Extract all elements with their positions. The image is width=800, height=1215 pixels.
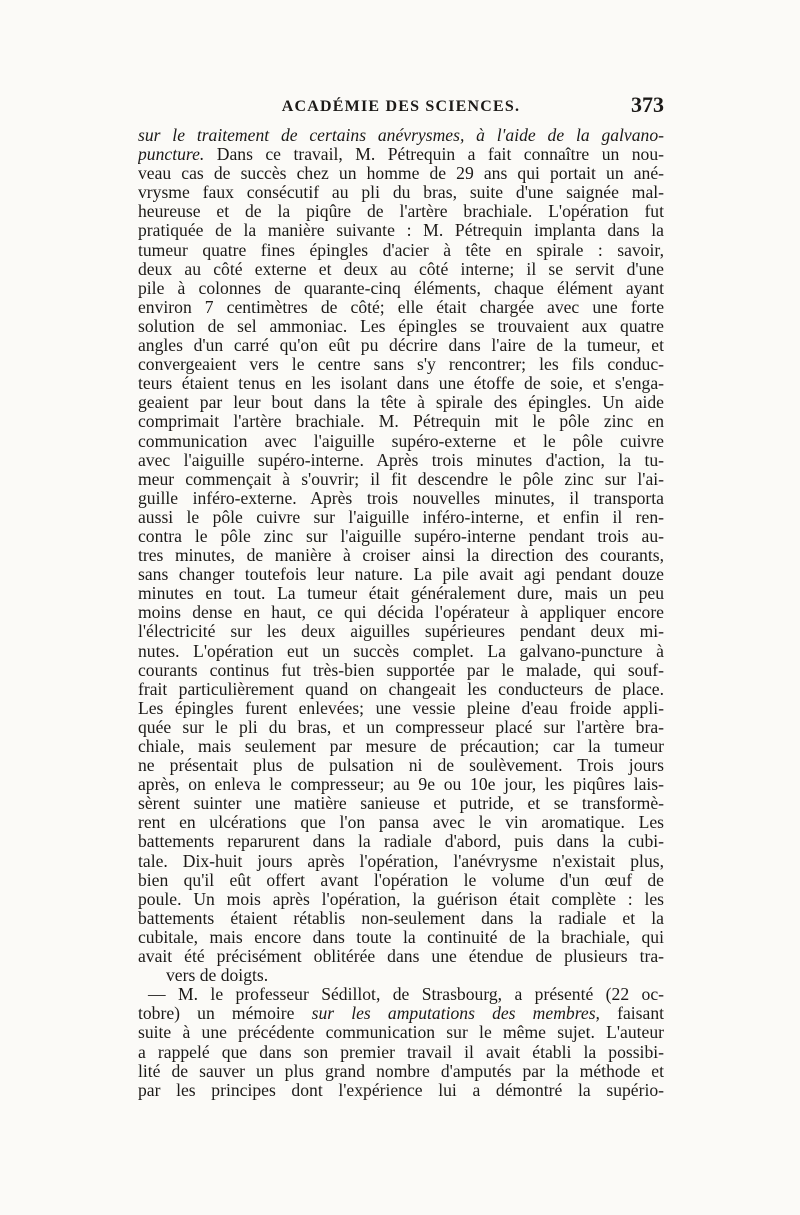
text-line [138,890,664,909]
text-run: Dans ce travail, M. Pétrequin a fait connaître un nou- [204,145,664,165]
text-run: lité de sauver un plus grand nombre d'amputés par la méthode et [138,1061,664,1081]
text-run: convergeaient vers le centre sans s'y rencontrer; les fils conduc- [138,355,664,375]
text-run: sans changer toutefois leur nature. La pile avait agi pendant douze [138,565,664,585]
text-line [138,718,664,737]
text-line [138,1004,664,1023]
text-run: avait été précisément oblitérée dans une étendue de plusieurs tra- [138,947,664,967]
text-run: pile à colonnes de quarante-cinq éléments, chaque élément ayant [138,278,664,298]
text-line [138,470,664,489]
text-run: aussi le pôle cuivre sur l'aiguille inféro-interne, et enfin il ren- [138,507,664,527]
text-line [138,584,664,603]
text-line [138,126,664,145]
text-run: comprimait l'artère brachiale. M. Pétrequin mit le pôle zinc en [138,412,664,432]
text-line [138,775,664,794]
text-run: poule. Un mois après l'opération, la guérison était complète : les [138,889,664,909]
text-line [138,202,664,221]
text-run: environ 7 centimètres de côté; elle était chargée avec une forte [138,297,664,317]
text-run: contra le pôle zinc sur l'aiguille supéro-interne pendant trois au- [138,526,664,546]
text-line [138,871,664,890]
text-line [138,1062,664,1081]
text-run: faisant [599,1004,664,1024]
running-title: ACADÉMIE DES SCIENCES. [281,98,521,115]
text-run: Les épingles furent enlevées; une vessie pleine d'eau froide appli- [138,698,664,718]
text-run: battements reparurent dans la radiale d'abord, puis dans la cubi- [138,832,664,852]
text-line [138,412,664,431]
text-run: ne présentait plus de pulsation ni de soulèvement. Trois jours [138,756,664,776]
text-run: meur commençait à s'ouvrir; il fit descendre le pôle zinc sur l'ai- [138,469,664,489]
text-line [138,393,664,412]
text-run: a rappelé que dans son premier travail il avait établi la possibi- [138,1042,664,1062]
text-run: avec l'aiguille supéro-interne. Après trois minutes d'action, la tu- [138,450,664,470]
text-line [138,603,664,622]
text-line [138,221,664,240]
page-number: 373 [631,92,664,117]
text-run: l'électricité sur les deux aiguilles supérieures pendant deux mi- [138,622,664,642]
text-run: par les principes dont l'expérience lui a démontré la supério- [138,1080,664,1100]
text-line [138,241,664,260]
text-run: moins dense en haut, ce qui décida l'opérateur à appliquer encore [138,603,664,623]
text-line [138,279,664,298]
italic-text-run: sur le traitement de certains anévrysmes, à l'aide de la galvano- [138,126,664,145]
text-line [138,699,664,718]
text-run: courants continus fut très-bien supportée par le malade, qui souf- [138,660,664,680]
text-run: vrysme faux consécutif au pli du bras, suite d'une saignée mal- [138,183,664,203]
text-run: teurs étaient tenus en les isolant dans une étoffe de soie, et s'enga- [138,374,664,394]
text-run: nutes. L'opération eut un succès complet. La galvano-puncture à [138,641,664,661]
text-line [138,928,664,947]
italic-text-run: puncture. [138,145,205,165]
text-line [138,966,664,985]
text-run: battements étaient rétablis non-seulement dans la radiale et la [138,908,664,928]
text-line [138,546,664,565]
text-run: angles d'un carré qu'on eût pu décrire dans l'aire de la tumeur, et [138,336,664,356]
text-line [138,298,664,317]
text-run: tumeur quatre fines épingles d'acier à tête en spirale : savoir, [138,240,664,260]
text-line [138,260,664,279]
text-line [138,737,664,756]
text-line [138,374,664,393]
text-line [138,642,664,661]
text-line [138,565,664,584]
text-run: communication avec l'aiguille supéro-externe et le pôle cuivre [138,431,664,451]
text-line [138,832,664,851]
text-run: heureuse et de la piqûre de l'artère brachiale. L'opération fut [138,202,664,222]
text-line [138,164,664,183]
text-line [138,661,664,680]
text-run: bien qu'il eût offert avant l'opération le volume d'un œuf de [138,870,664,890]
text-line [138,813,664,832]
text-line [138,451,664,470]
text-line [138,680,664,699]
page-header [138,92,664,122]
body-text [138,126,664,1100]
text-run: deux au côté externe et deux au côté interne; il se servit d'une [138,259,664,279]
text-line [138,909,664,928]
text-run: tres minutes, de manière à croiser ainsi la direction des courants, [138,546,664,566]
text-line [138,947,664,966]
text-run: après, on enleva le compresseur; au 9e ou 10e jour, les piqûres lais- [138,775,664,795]
text-line [138,1023,664,1042]
text-line [138,508,664,527]
text-run: rent en ulcérations que l'on pansa avec le vin aromatique. Les [138,813,664,833]
text-line [138,852,664,871]
text-line [138,985,664,1004]
text-run: geaient par leur bout dans la tête à spirale des épingles. Un aide [138,393,664,413]
text-line [138,317,664,336]
text-line [138,622,664,641]
text-run: vers de doigts. [166,966,269,986]
text-run: cubitale, mais encore dans toute la continuité de la brachiale, qui [138,927,664,947]
text-run: chiale, mais seulement par mesure de précaution; car la tumeur [138,737,664,756]
text-run: tale. Dix-huit jours après l'opération, l'anévrysme n'existait plus, [138,851,664,871]
text-line [138,432,664,451]
text-run: — M. le professeur Sédillot, de Strasbourg, a présenté (22 oc- [148,985,664,1005]
text-line [138,1081,664,1100]
text-run: sèrent suinter une matière sanieuse et putride, et se transformè- [138,794,664,814]
text-run: tobre) un mémoire [138,1004,312,1024]
text-line [138,527,664,546]
text-run: minutes en tout. La tumeur était généralement dure, mais un peu [138,584,664,604]
text-line [138,1043,664,1062]
text-line [138,355,664,374]
text-run: quée sur le pli du bras, et un compresseur placé sur l'artère bra- [138,717,664,737]
text-line [138,794,664,813]
text-run: suite à une précédente communication sur le même sujet. L'auteur [138,1023,664,1043]
text-run: frait particulièrement quand on changeait les conducteurs de place. [138,679,664,699]
italic-text-run: sur les amputations des membres, [311,1004,600,1024]
text-run: pratiquée de la manière suivante : M. Pétrequin implanta dans la [138,221,664,241]
text-line [138,336,664,355]
text-line [138,489,664,508]
text-line [138,145,664,164]
text-line [138,756,664,775]
text-run: guille inféro-externe. Après trois nouvelles minutes, il transporta [138,488,664,508]
text-line [138,183,664,202]
text-run: veau cas de succès chez un homme de 29 ans qui portait un ané- [138,164,664,184]
text-run: solution de sel ammoniac. Les épingles se trouvaient aux quatre [138,316,664,336]
